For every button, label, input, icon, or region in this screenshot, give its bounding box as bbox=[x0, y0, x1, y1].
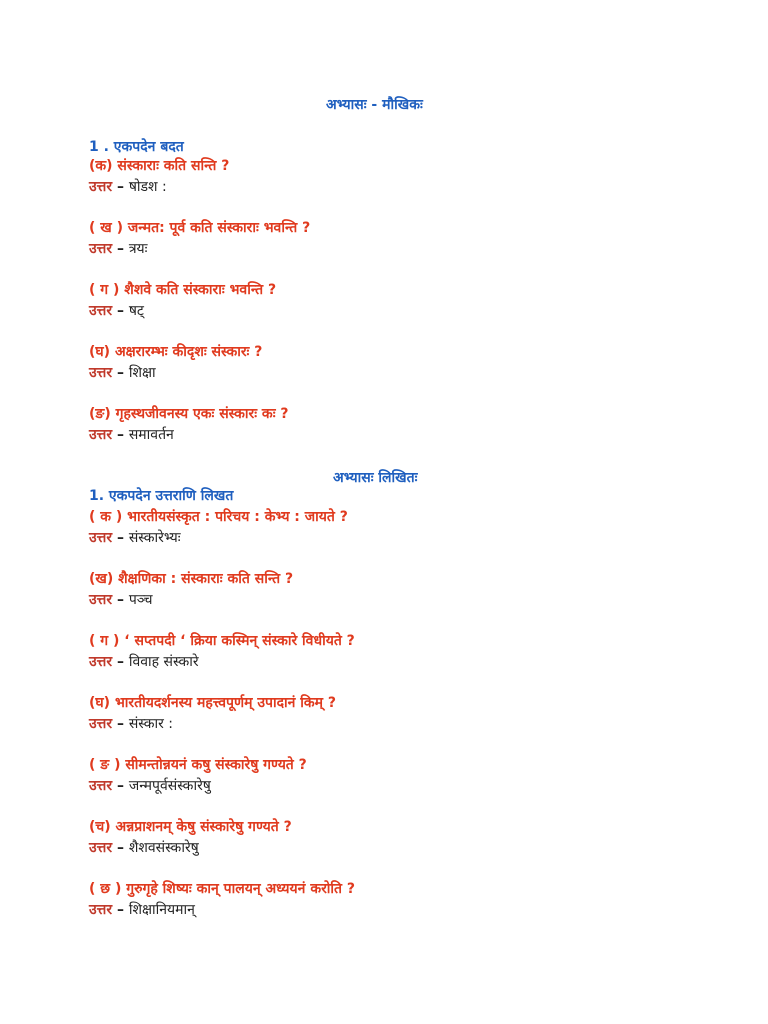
answer-2-g bbox=[89, 653, 199, 671]
question-2-kh: (ख) शैक्षणिका : संस्काराः कति सन्ति ? bbox=[89, 571, 294, 587]
answer-label: उत्तर bbox=[89, 902, 113, 918]
section2-subtitle: 1. एकपदेन उत्तराणि लिखत bbox=[89, 488, 234, 504]
answer-text: पञ्च bbox=[128, 592, 153, 608]
answer-2-chh bbox=[89, 901, 195, 919]
question-1-ng: (ङ) गृहस्थजीवनस्य एकः संस्कारः कः ? bbox=[89, 406, 289, 422]
question-2-gh: (घ) भारतीयदर्शनस्य महत्त्वपूर्णम् उपादानं किम् ? bbox=[89, 695, 337, 711]
answer-dash: – bbox=[112, 902, 129, 918]
section1-subtitle: 1 . एकपदेन बदत bbox=[89, 139, 184, 155]
answer-dash: – bbox=[112, 365, 129, 381]
question-2-ch: (च) अन्नप्राशनम् केषु संस्कारेषु गण्यते ? bbox=[89, 819, 292, 835]
answer-2-ng bbox=[89, 777, 211, 795]
answer-text: संस्कारेभ्यः bbox=[128, 530, 181, 546]
answer-dash: – bbox=[112, 840, 129, 856]
question-2-chh: ( छ ) गुरुगृहे शिष्यः कान् पालयन् अध्ययनं करोति ? bbox=[89, 881, 356, 897]
question-2-ng: ( ङ ) सीमन्तोन्नयनं कषु संस्कारेषु गण्यते ? bbox=[89, 757, 307, 773]
answer-text: विवाह संस्कारे bbox=[128, 654, 199, 670]
answer-label: उत्तर bbox=[89, 716, 113, 732]
answer-label: उत्तर bbox=[89, 778, 113, 794]
answer-2-k bbox=[89, 529, 181, 547]
answer-label: उत्तर bbox=[89, 427, 113, 443]
answer-text: त्रयः bbox=[128, 241, 148, 257]
question-1-kh: ( ख ) जन्मत: पूर्व कति संस्काराः भवन्ति ? bbox=[89, 220, 311, 236]
answer-dash: – bbox=[112, 241, 129, 257]
question-1-g: ( ग ) शैशवे कति संस्काराः भवन्ति ? bbox=[89, 282, 277, 298]
answer-dash: – bbox=[112, 427, 129, 443]
answer-1-k bbox=[89, 178, 167, 196]
answer-label: उत्तर bbox=[89, 303, 113, 319]
answer-text: जन्मपूर्वसंस्कारेषु bbox=[128, 778, 211, 794]
answer-text: षट् bbox=[128, 303, 144, 319]
answer-2-gh bbox=[89, 715, 173, 733]
section1-title: अभ्यासः - मौखिकः bbox=[326, 97, 423, 113]
answer-dash: – bbox=[112, 303, 129, 319]
answer-label: उत्तर bbox=[89, 179, 113, 195]
answer-2-kh bbox=[89, 591, 153, 609]
question-2-g: ( ग ) ‘ सप्तपदी ‘ क्रिया कस्मिन् संस्कारे विधीयते ? bbox=[89, 633, 355, 649]
answer-1-g bbox=[89, 302, 144, 320]
answer-text: शिक्षा bbox=[128, 365, 156, 381]
section2-title: अभ्यासः लिखितः bbox=[333, 470, 418, 486]
question-1-gh: (घ) अक्षरारम्भः कीदृशः संस्कारः ? bbox=[89, 344, 263, 360]
answer-label: उत्तर bbox=[89, 840, 113, 856]
answer-1-gh bbox=[89, 364, 156, 382]
answer-text: समावर्तन bbox=[128, 427, 174, 443]
answer-1-kh bbox=[89, 240, 148, 258]
answer-1-ng bbox=[89, 426, 174, 444]
answer-dash: – bbox=[112, 778, 129, 794]
answer-label: उत्तर bbox=[89, 530, 113, 546]
answer-text: षोडश : bbox=[128, 179, 167, 195]
answer-text: शैशवसंस्कारेषु bbox=[128, 840, 199, 856]
answer-label: उत्तर bbox=[89, 654, 113, 670]
answer-dash: – bbox=[112, 592, 129, 608]
question-1-k: (क) संस्काराः कति सन्ति ? bbox=[89, 158, 230, 174]
answer-2-ch bbox=[89, 839, 199, 857]
answer-label: उत्तर bbox=[89, 241, 113, 257]
answer-dash: – bbox=[112, 530, 129, 546]
answer-text: संस्कार : bbox=[128, 716, 174, 732]
question-2-k: ( क ) भारतीयसंस्कृत : परिचय : केभ्य : जायते ? bbox=[89, 509, 348, 525]
answer-text: शिक्षानियमान् bbox=[128, 902, 195, 918]
answer-label: उत्तर bbox=[89, 592, 113, 608]
answer-dash: – bbox=[112, 654, 129, 670]
answer-dash: – bbox=[112, 179, 129, 195]
answer-label: उत्तर bbox=[89, 365, 113, 381]
answer-dash: – bbox=[112, 716, 129, 732]
